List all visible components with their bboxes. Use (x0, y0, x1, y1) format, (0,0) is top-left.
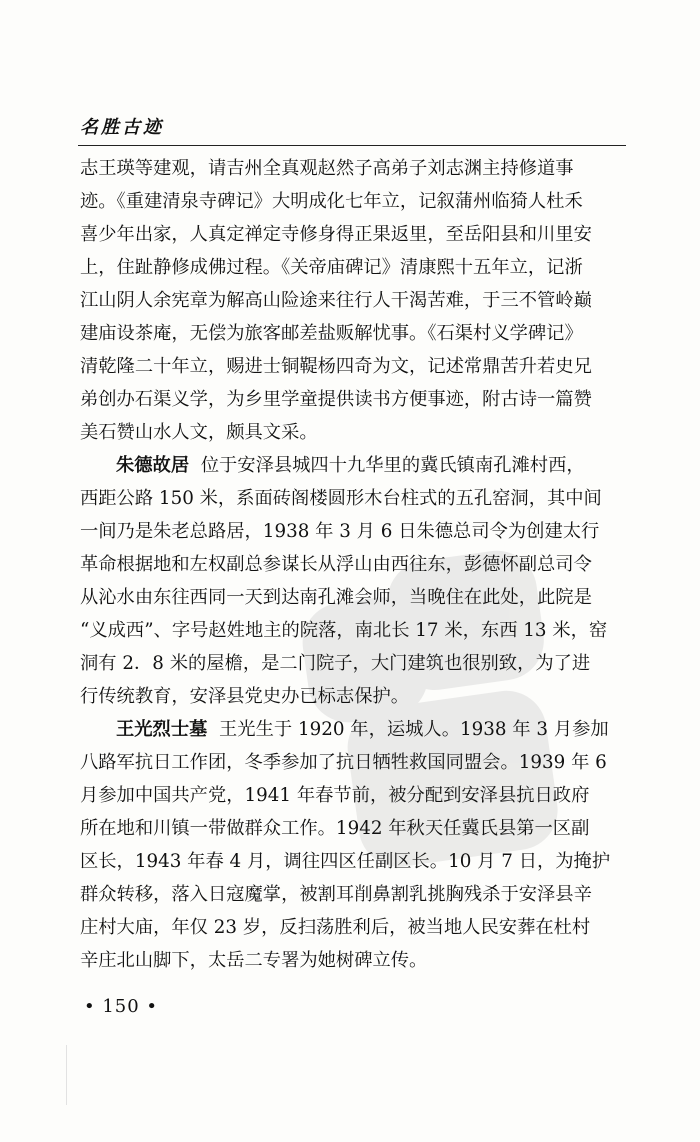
text-line: 所在地和川镇一带做群众工作。1942 年秋天任冀氏县第一区副 (80, 818, 590, 839)
text-line: 迹。《重建清泉寺碑记》大明成化七年立，记叙蒲州临猗人杜禾 (80, 191, 583, 212)
text-line: 志王瑛等建观，请吉州全真观赵然子高弟子刘志渊主持修道事 (80, 158, 574, 179)
text-line: 行传统教育，安泽县党史办已标志保护。 (80, 686, 410, 707)
text-line: 喜少年出家，人真定禅定寺修身得正果返里，至岳阳县和川里安 (80, 224, 592, 245)
text-line: 美石赞山水人文，颇具文采。 (80, 422, 318, 443)
header-rule (78, 145, 626, 146)
text-line: 洞有 2．8 米的屋檐，是二门院子，大门建筑也很别致，为了进 (80, 653, 591, 674)
text-line: 王光生于 1920 年，运城人。1938 年 3 月参加 (219, 719, 609, 740)
text-line: 月参加中国共产党，1941 年春节前，被分配到安泽县抗日政府 (80, 785, 590, 806)
section-title: 名胜古迹 (80, 117, 164, 138)
entry-heading: 朱德故居 (116, 455, 190, 476)
text-line: 辛庄北山脚下，太岳二专署为她树碑立传。 (80, 950, 428, 971)
entry-heading: 王光烈士墓 (116, 719, 208, 740)
text-line: 革命根据地和左权副总参谋长从浮山由西往东，彭德怀副总司令 (80, 554, 592, 575)
text-line: 位于安泽县城四十九华里的冀氏镇南孔滩村西， (200, 455, 585, 476)
text-line: 上，住趾静修成佛过程。《关帝庙碑记》清康熙十五年立，记浙 (80, 257, 583, 278)
text-line: 从沁水由东往西同一天到达南孔滩会师，当晚住在此处，此院是 (80, 587, 592, 608)
text-line: 西距公路 150 米，系面砖阁楼圆形木台柱式的五孔窑洞，其中间 (80, 488, 602, 509)
text-line: 清乾隆二十年立，赐进士铜鞮杨四奇为文，记述常鼎苦升若史兄 (80, 356, 592, 377)
text-line: 弟创办石渠义学，为乡里学童提供读书方便事迹，附古诗一篇赞 (80, 389, 592, 410)
text-line: “义成西”、字号赵姓地主的院落，南北长 17 米，东西 13 米，窑 (80, 620, 608, 641)
paragraph-first-line (80, 713, 630, 746)
body-text (80, 152, 630, 977)
text-line: 群众转移，落入日寇魔掌，被割耳削鼻割乳挑胸残杀于安泽县辛 (80, 884, 592, 905)
paragraph-first-line (80, 449, 630, 482)
text-line: 建庙设茶庵，无偿为旅客邮差盐贩解忧事。《石渠村义学碑记》 (80, 323, 583, 344)
text-line: 区长，1943 年春 4 月，调往四区任副区长。10 月 7 日，为掩护 (80, 851, 611, 872)
text-line: 一间乃是朱老总路居，1938 年 3 月 6 日朱德总司令为创建太行 (80, 521, 600, 542)
scan-artifact (66, 1045, 67, 1105)
page-number: • 150 • (84, 996, 159, 1017)
text-line: 江山阴人余宪章为解高山险途来往行人干渴苦难，于三不管岭巅 (80, 290, 592, 311)
text-line: 庄村大庙，年仅 23 岁，反扫荡胜利后，被当地人民安葬在杜村 (80, 917, 591, 938)
text-line: 八路军抗日工作团，冬季参加了抗日牺牲救国同盟会。1939 年 6 (80, 752, 607, 773)
